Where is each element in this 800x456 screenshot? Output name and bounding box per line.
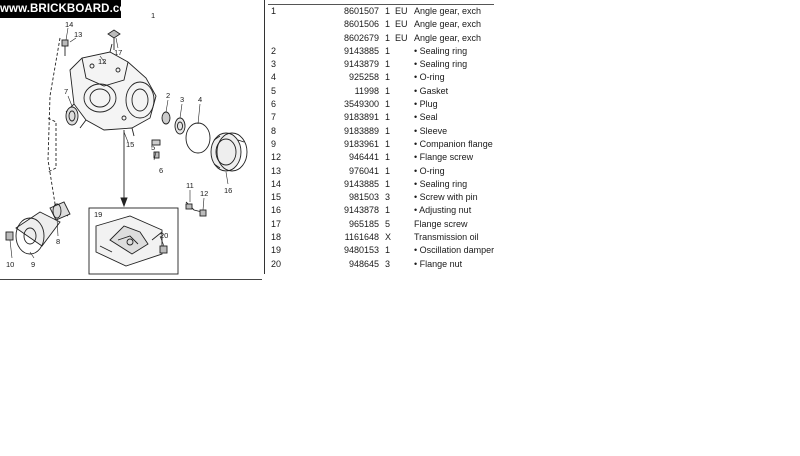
o-ring-4 xyxy=(186,123,210,153)
flange-screw-17 xyxy=(108,30,120,50)
part-ref: 8 xyxy=(271,125,277,136)
part-qty: 1 xyxy=(385,178,391,189)
callout-14: 14 xyxy=(65,20,74,29)
part-qty: 5 xyxy=(385,218,391,229)
parts-row xyxy=(268,231,494,244)
part-description: • Sealing ring xyxy=(414,45,468,56)
part-unit xyxy=(395,125,414,138)
sleeve-8 xyxy=(50,202,70,220)
part-number: 9143885 xyxy=(343,178,379,189)
parts-row xyxy=(268,18,494,31)
part-description: • Flange screw xyxy=(414,152,474,163)
part-ref: 16 xyxy=(271,205,282,216)
part-description: • O-ring xyxy=(414,72,445,83)
part-ref: 17 xyxy=(271,218,282,229)
part-unit xyxy=(395,204,414,217)
parts-row xyxy=(268,151,494,164)
callout-5: 5 xyxy=(151,143,156,152)
part-unit xyxy=(395,218,414,231)
callout-17: 17 xyxy=(114,48,123,57)
parts-row xyxy=(268,191,494,204)
callout-20: 20 xyxy=(160,231,169,240)
parts-row xyxy=(268,5,494,19)
assembly-boundary xyxy=(48,38,68,216)
part-number: 9183961 xyxy=(343,138,379,149)
part-qty: 1 xyxy=(385,112,391,123)
part-unit: EU xyxy=(395,5,414,19)
parts-row xyxy=(268,218,494,231)
part-number: 8602679 xyxy=(343,32,379,43)
callout-11: 11 xyxy=(186,181,194,190)
parts-row xyxy=(268,98,494,111)
part-ref: 20 xyxy=(271,258,282,269)
part-ref: 19 xyxy=(271,245,282,256)
part-description: • Seal xyxy=(414,112,438,123)
part-number: 9480153 xyxy=(343,245,379,256)
part-ref: 2 xyxy=(271,45,277,56)
part-number: 9143879 xyxy=(343,59,379,70)
part-qty: 1 xyxy=(385,45,391,56)
part-ref: 18 xyxy=(271,232,282,243)
companion-flange-9 xyxy=(16,212,60,254)
nut-10 xyxy=(6,232,13,240)
parts-row xyxy=(268,204,494,217)
parts-row xyxy=(268,111,494,124)
part-number: 9183891 xyxy=(343,112,379,123)
part-number: 3549300 xyxy=(343,99,379,110)
seal-7 xyxy=(66,107,78,125)
parts-row xyxy=(268,244,494,257)
corner-mark: 1 xyxy=(151,11,156,20)
callout-13: 13 xyxy=(74,30,83,39)
part-qty: 1 xyxy=(385,72,391,83)
part-description: • Oscillation damper xyxy=(414,245,495,256)
adjusting-nut-16 xyxy=(211,133,247,171)
callout-12a: 12 xyxy=(98,57,107,66)
part-ref: 9 xyxy=(271,138,277,149)
part-unit xyxy=(395,165,414,178)
part-description: • O-ring xyxy=(414,165,445,176)
parts-row xyxy=(268,258,494,271)
part-qty: X xyxy=(385,232,392,243)
part-ref: 14 xyxy=(271,178,282,189)
part-number: 946441 xyxy=(348,152,379,163)
part-number: 925258 xyxy=(348,72,379,83)
part-number: 1161648 xyxy=(344,232,379,243)
part-unit xyxy=(395,244,414,257)
part-description: Angle gear, exch xyxy=(414,5,494,19)
part-number: 8601506 xyxy=(343,19,379,30)
part-qty: 1 xyxy=(385,205,391,216)
part-number: 8601507 xyxy=(311,5,385,19)
parts-row xyxy=(268,125,494,138)
callout-10: 10 xyxy=(6,260,15,269)
diagram-bottom-rule xyxy=(0,279,262,280)
part-unit: EU xyxy=(395,19,408,30)
part-ref: 3 xyxy=(271,59,277,70)
callout-19: 19 xyxy=(94,210,103,219)
part-qty: 1 xyxy=(385,138,391,149)
part-ref: 12 xyxy=(271,152,282,163)
part-number: 9183889 xyxy=(343,125,379,136)
exploded-parts-diagram xyxy=(0,0,262,290)
part-qty: 1 xyxy=(385,5,395,19)
part-number: 948645 xyxy=(348,258,379,269)
part-description: • Sleeve xyxy=(414,125,448,136)
part-unit xyxy=(395,258,414,271)
callout-7: 7 xyxy=(64,87,69,96)
part-number: 9143885 xyxy=(343,45,379,56)
part-qty: 1 xyxy=(385,165,391,176)
part-unit xyxy=(395,45,414,58)
parts-row xyxy=(268,71,494,84)
parts-list-table xyxy=(268,4,494,271)
part-unit xyxy=(395,231,414,244)
parts-row xyxy=(268,85,494,98)
part-qty: 1 xyxy=(385,19,391,30)
part-ref: 15 xyxy=(271,192,282,203)
part-qty: 1 xyxy=(385,59,391,70)
part-description: • Gasket xyxy=(414,85,449,96)
part-ref: 6 xyxy=(271,99,277,110)
part-ref xyxy=(268,18,311,31)
part-description: Angle gear, exch xyxy=(414,19,482,30)
callout-2: 2 xyxy=(166,91,171,100)
part-unit xyxy=(395,178,414,191)
part-description: • Companion flange xyxy=(414,138,493,149)
part-number: 9143878 xyxy=(343,205,379,216)
part-description: • Screw with pin xyxy=(414,192,478,203)
part-number: 11998 xyxy=(354,85,379,96)
callout-12b: 12 xyxy=(200,189,209,198)
part-ref: 4 xyxy=(271,72,277,83)
callout-8: 8 xyxy=(56,237,61,246)
part-unit xyxy=(395,71,414,84)
part-unit xyxy=(395,191,414,204)
parts-row xyxy=(268,58,494,71)
assembly-boundary-lower xyxy=(48,118,56,172)
callout-6: 6 xyxy=(159,166,164,175)
sealing-ring-3 xyxy=(175,118,185,134)
part-description: • Adjusting nut xyxy=(414,205,472,216)
column-divider xyxy=(264,0,265,274)
part-qty: 1 xyxy=(385,125,391,136)
angle-gear-housing xyxy=(66,44,156,136)
part-number: 976041 xyxy=(348,165,379,176)
part-ref: 13 xyxy=(271,165,282,176)
part-number: 965185 xyxy=(348,218,379,229)
part-ref: 5 xyxy=(271,85,277,96)
part-qty: 3 xyxy=(385,192,391,203)
part-description: • Flange nut xyxy=(414,258,463,269)
part-unit xyxy=(395,98,414,111)
brickboard-watermark: www.BRICKBOARD.com xyxy=(0,0,121,18)
part-number: 981503 xyxy=(348,192,379,203)
parts-row xyxy=(268,178,494,191)
part-qty: 1 xyxy=(385,32,391,43)
part-unit: EU xyxy=(395,32,408,43)
callout-16: 16 xyxy=(224,186,233,195)
part-unit xyxy=(395,138,414,151)
part-unit xyxy=(395,111,414,124)
part-qty: 1 xyxy=(385,245,391,256)
part-description: Flange screw xyxy=(414,218,468,229)
parts-row xyxy=(268,165,494,178)
screw-13-14 xyxy=(62,40,68,56)
part-description: Angle gear, exch xyxy=(414,32,482,43)
callout-3: 3 xyxy=(180,95,185,104)
part-qty: 1 xyxy=(385,99,391,110)
callout-9: 9 xyxy=(31,260,36,269)
part-ref: 7 xyxy=(271,112,277,123)
part-unit xyxy=(395,58,414,71)
part-description: • Sealing ring xyxy=(414,59,468,70)
part-ref: 1 xyxy=(268,5,311,19)
callout-4: 4 xyxy=(198,95,203,104)
part-qty: 1 xyxy=(385,152,391,163)
part-description: • Sealing ring xyxy=(414,178,468,189)
part-description: Transmission oil xyxy=(414,232,479,243)
inset-oscillation-damper xyxy=(89,208,178,274)
callout-15: 15 xyxy=(126,140,135,149)
parts-row xyxy=(268,45,494,58)
parts-row xyxy=(268,138,494,151)
part-ref xyxy=(268,32,311,45)
parts-row xyxy=(268,32,494,45)
part-qty: 3 xyxy=(385,258,391,269)
sealing-ring-2 xyxy=(162,112,170,124)
part-unit xyxy=(395,85,414,98)
part-qty: 1 xyxy=(385,85,391,96)
part-description: • Plug xyxy=(414,99,438,110)
part-unit xyxy=(395,151,414,164)
